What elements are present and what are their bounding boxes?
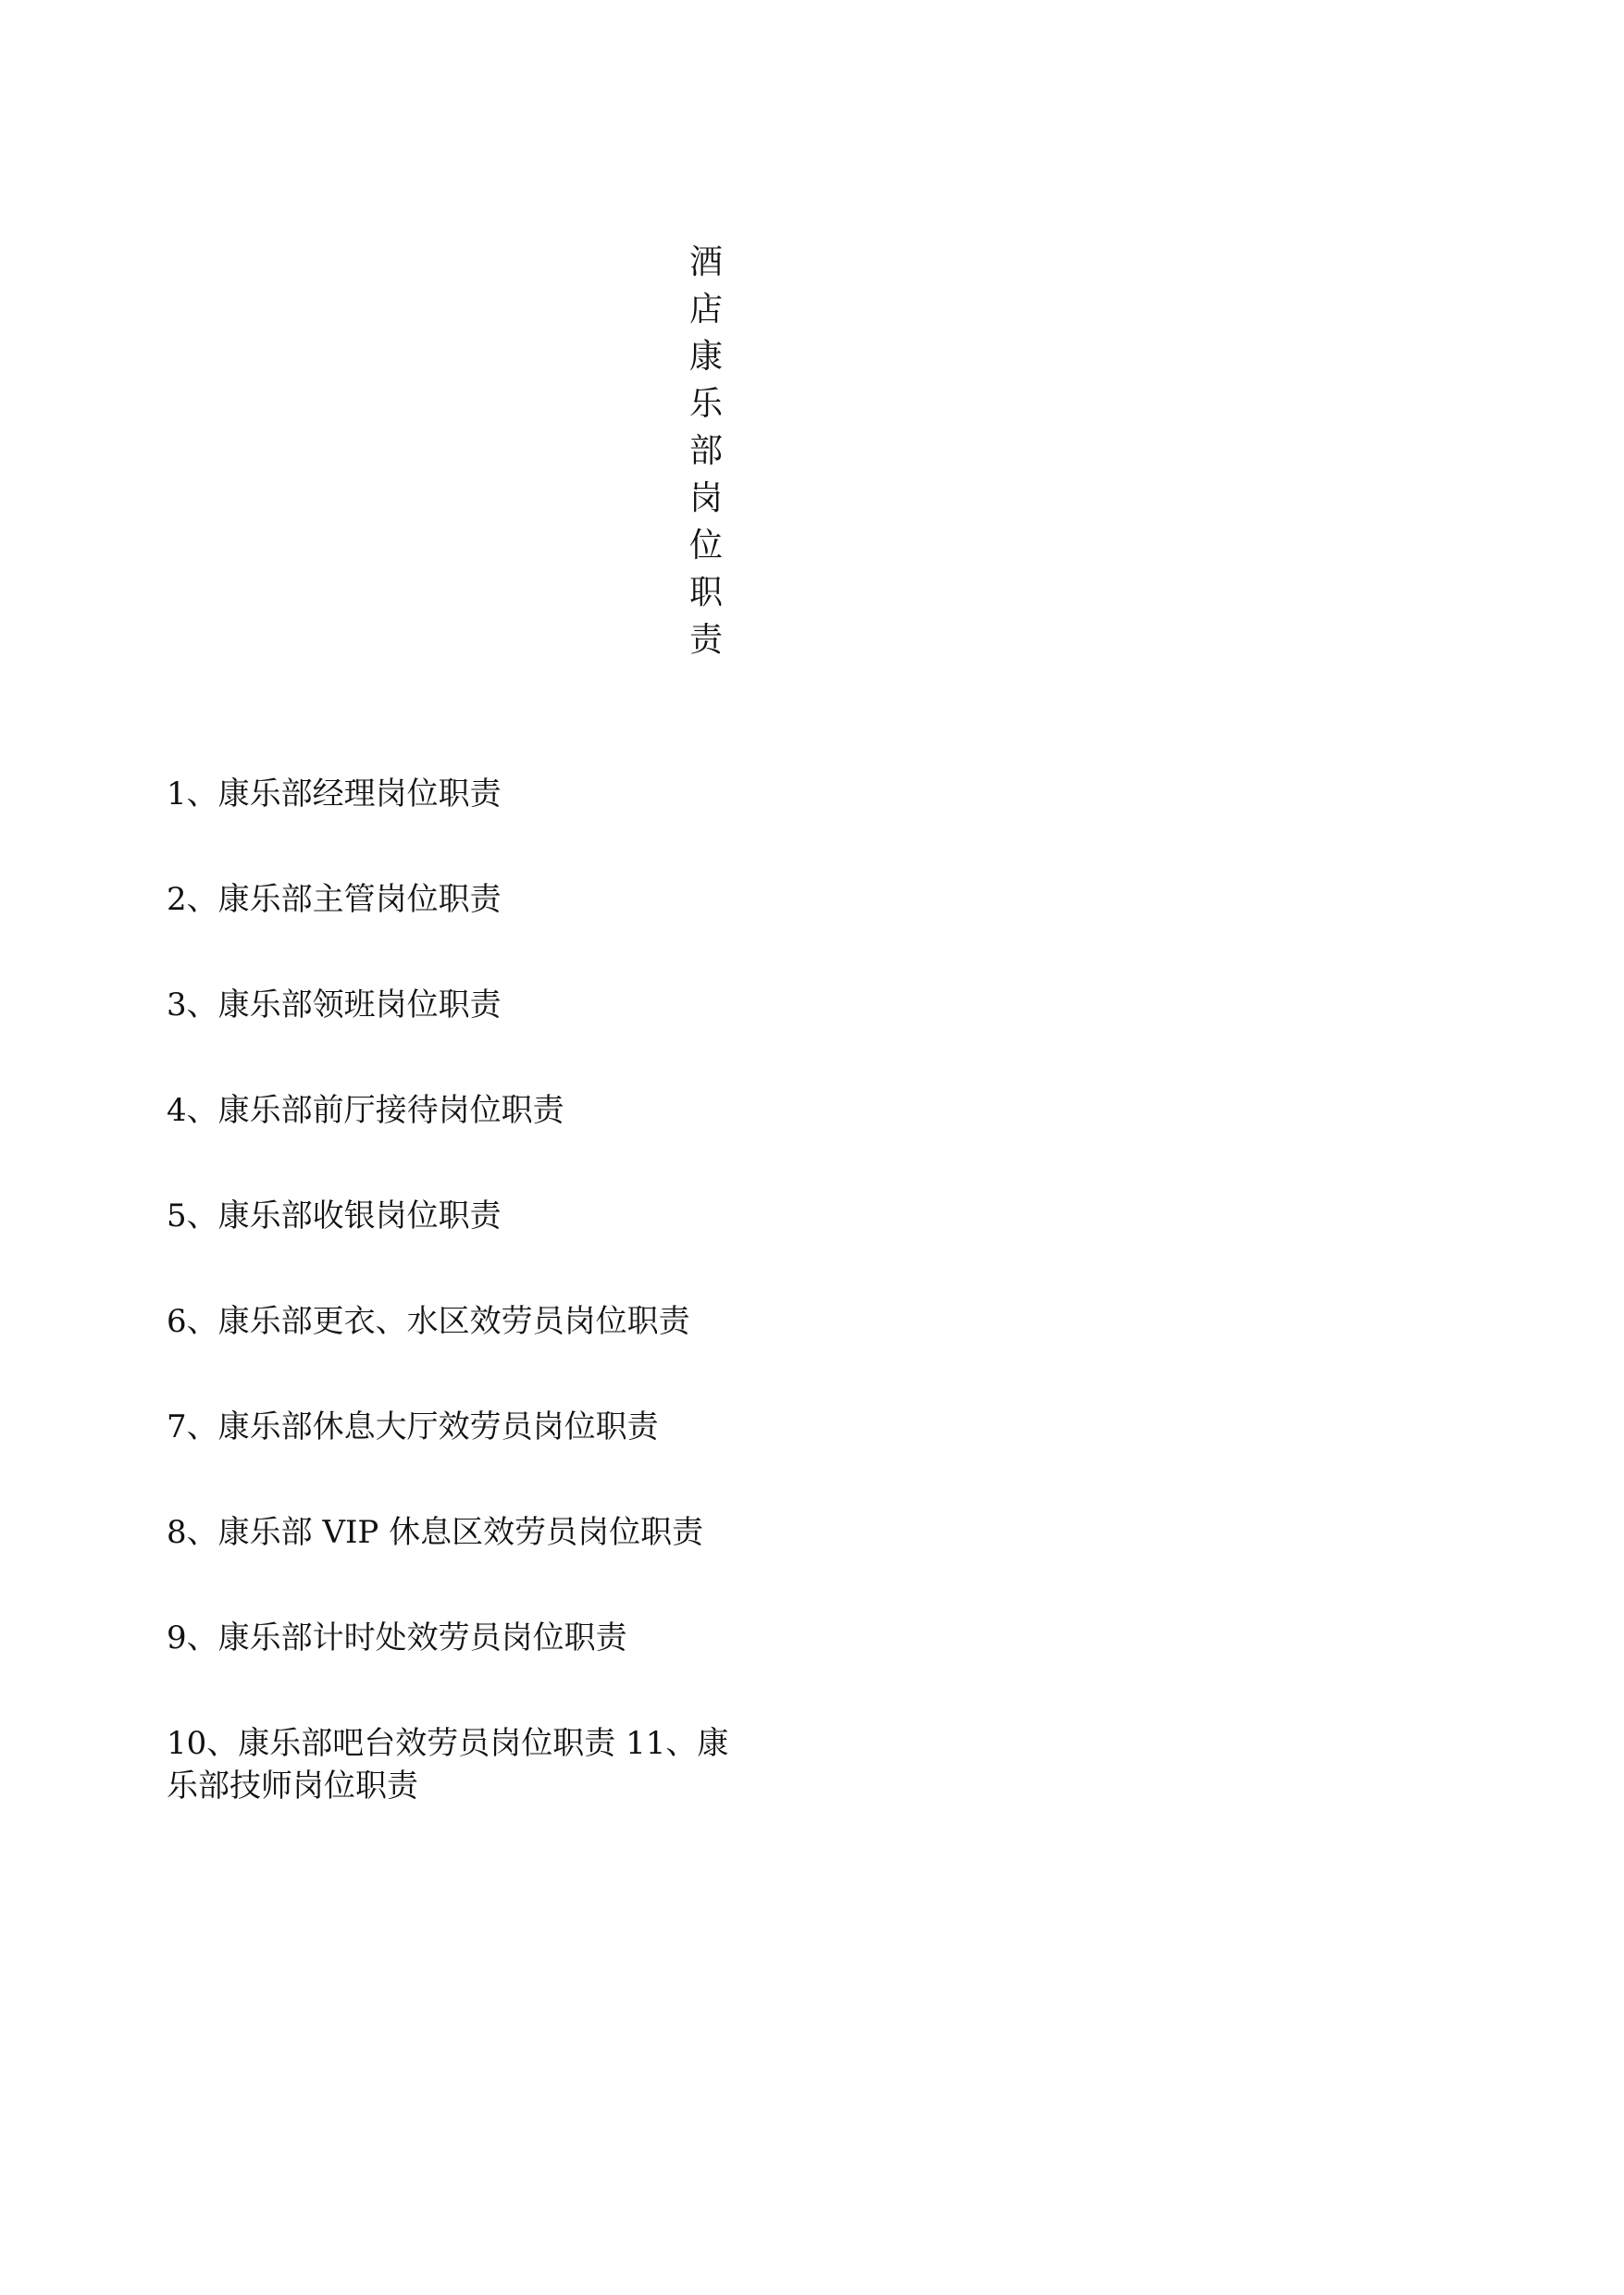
toc-item-8: 8、康乐部 VIP 休息区效劳员岗位职责: [167, 1514, 704, 1551]
toc-item-7: 7、康乐部休息大厅效劳员岗位职责: [167, 1408, 659, 1445]
toc-item-1: 1、康乐部经理岗位职责: [167, 775, 502, 813]
toc-item-6: 6、康乐部更衣、水区效劳员岗位职责: [167, 1303, 690, 1340]
toc-item-10-11: 10、康乐部吧台效劳员岗位职责 11、康乐部技师岗位职责: [167, 1725, 729, 1805]
page-title: 酒店康乐部岗位职责: [688, 243, 723, 659]
toc-item-5: 5、康乐部收银岗位职责: [167, 1197, 502, 1234]
toc-list: [167, 773, 759, 1870]
toc-item-4: 4、康乐部前厅接待岗位职责: [167, 1092, 564, 1129]
toc-item-3: 3、康乐部领班岗位职责: [167, 986, 502, 1023]
toc-item-9: 9、康乐部计时处效劳员岗位职责: [167, 1619, 627, 1656]
toc-item-2: 2、康乐部主管岗位职责: [167, 881, 502, 918]
